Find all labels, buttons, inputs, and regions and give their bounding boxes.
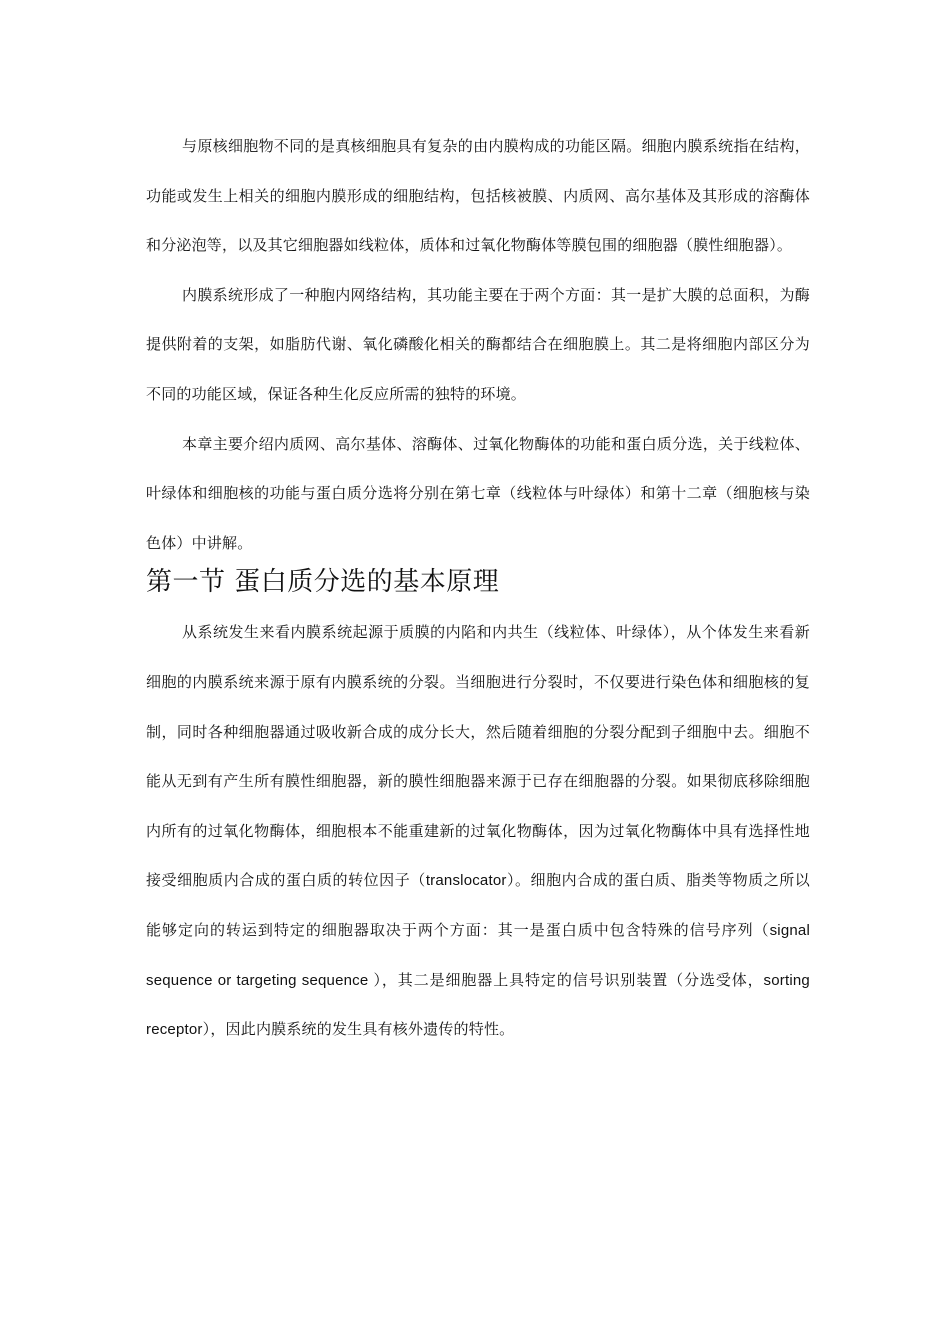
intro-paragraph-2: 内膜系统形成了一种胞内网络结构，其功能主要在于两个方面：其一是扩大膜的总面积，为酶提供附着的支架，如脂肪代谢、氧化磷酸化相关的酶都结合在细胞膜上。其二是将细胞内部区分为不同的功能区域，保证各种生化反应所需的独特的环境。 [146,285,810,403]
intro-paragraph-3: 本章主要介绍内质网、高尔基体、溶酶体、过氧化物酶体的功能和蛋白质分选，关于线粒体、叶绿体和细胞核的功能与蛋白质分选将分别在第七章（线粒体与叶绿体）和第十二章（细胞核与染色体）中讲解。 [146,434,810,552]
section-paragraph [146,608,810,1054]
section-text-4: ），因此内膜系统的发生具有核外遗传的特性。 [202,1020,515,1039]
term-signal-sequence: signal sequence or targeting sequence [146,921,810,989]
term-sorting-receptor: sorting receptor [146,971,810,1039]
page-content [146,122,810,1055]
section-text-2: ）。细胞内合成的蛋白质、脂类等物质之所以能够定向的转运到特定的细胞器取决于两个方面：其一是蛋白质中包含特殊的信号序列（ [146,871,810,939]
section-text-3: ），其二是细胞器上具特定的信号识别装置（分选受体， [373,970,764,989]
intro-paragraph-1: 与原核细胞物不同的是真核细胞具有复杂的由内膜构成的功能区隔。细胞内膜系统指在结构，功能或发生上相关的细胞内膜形成的细胞结构，包括核被膜、内质网、高尔基体及其形成的溶酶体和分泌泡等，以及其它细胞器如线粒体，质体和过氧化物酶体等膜包围的细胞器（膜性细胞器）。 [146,137,810,255]
section-text-1: 从系统发生来看内膜系统起源于质膜的内陷和内共生（线粒体、叶绿体），从个体发生来看新细胞的内膜系统来源于原有内膜系统的分裂。当细胞进行分裂时，不仅要进行染色体和细胞核的复制，同时各种细胞器通过吸收新合成的成分长大，然后随着细胞的分裂分配到子细胞中去。细胞不能从无到有产生所有膜性细胞器，新的膜性细胞器来源于已存在细胞器的分裂。如果彻底移除细胞内所有的过氧化物酶体，细胞根本不能重建新的过氧化物酶体，因为过氧化物酶体中具有选择性地接受细胞质内合成的蛋白质的转位因子（ [146,623,810,890]
section-heading: 第一节 蛋白质分选的基本原理 [146,567,500,598]
term-translocator: translocator [425,872,507,890]
